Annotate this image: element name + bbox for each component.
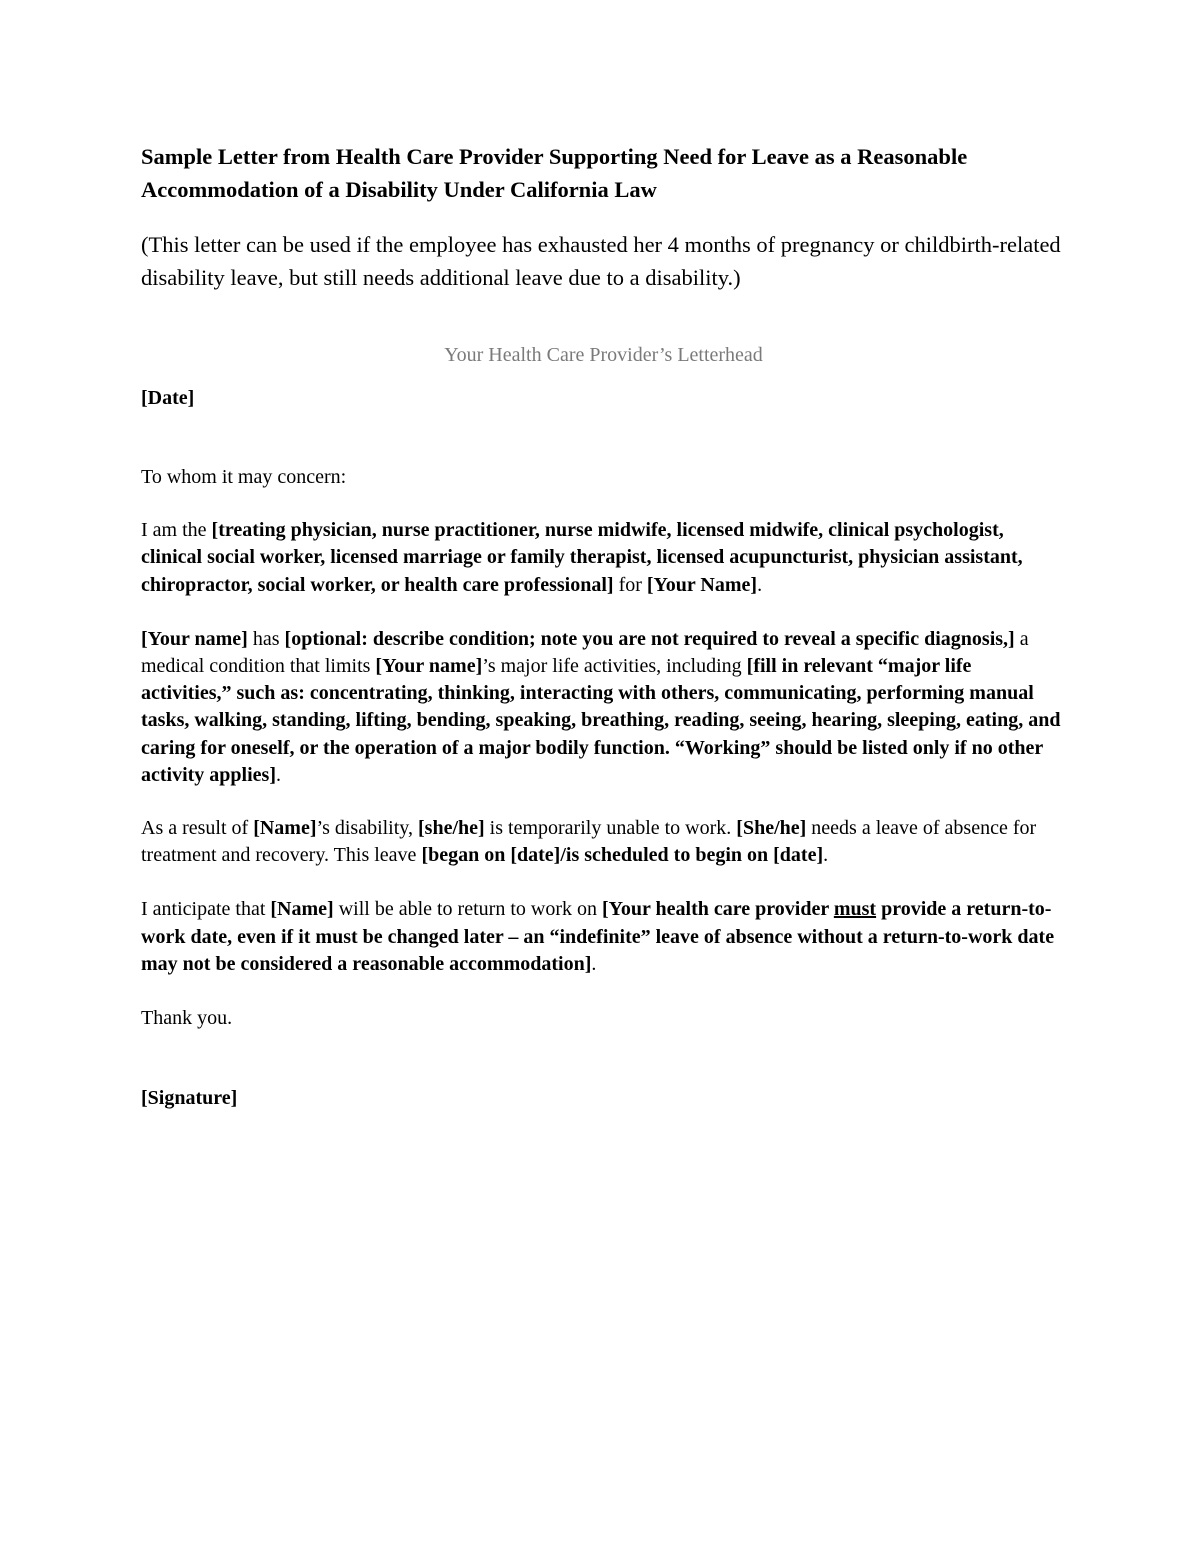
placeholder-pronoun: [she/he] xyxy=(418,817,485,840)
text-run: ’s major life activities, including xyxy=(482,655,747,678)
text-run: . xyxy=(757,573,763,596)
paragraph-provider-role xyxy=(141,517,1066,599)
placeholder-condition: [optional: describe condition; note you are not required to reveal a specific diagnosis,] xyxy=(284,627,1015,650)
text-run: ’s disability, xyxy=(316,817,418,840)
text-run: for xyxy=(613,573,647,596)
text-run: I anticipate that xyxy=(141,898,271,921)
usage-note: (This letter can be used if the employee has exhausted her 4 months of pregnancy or childbirth-related disability leave, but still needs additional leave due to a disability.) xyxy=(141,232,1061,290)
placeholder-leave-dates: [began on [date]/is scheduled to begin on [date] xyxy=(421,844,824,867)
document-title: Sample Letter from Health Care Provider Supporting Need for Leave as a Reasonable Accommodation of a Disability Under California Law xyxy=(141,144,968,202)
text-run: As a result of xyxy=(141,817,254,840)
paragraph-leave xyxy=(141,815,1066,869)
placeholder-name: [Name] xyxy=(270,898,334,921)
placeholder-pronoun: [She/he] xyxy=(736,817,807,840)
salutation: To whom it may concern: xyxy=(141,466,347,488)
text-run: I am the xyxy=(141,519,212,542)
text-run: has xyxy=(247,627,285,650)
paragraph-return-date xyxy=(141,896,1066,978)
placeholder-your-name: [Your Name] xyxy=(646,573,758,596)
text-run: . xyxy=(591,952,597,975)
emphasis-must: must xyxy=(833,898,877,921)
closing: Thank you. xyxy=(141,1007,233,1030)
placeholder-name: [Name] xyxy=(253,817,317,840)
signature-placeholder: [Signature] xyxy=(141,1087,238,1110)
date-placeholder: [Date] xyxy=(141,387,195,409)
text-run: is temporarily unable to work. xyxy=(484,817,737,840)
text-run: provide a return-to-work date, even if it must be changed later – an “indefinite” leave of absence without a return-to-work date may not be considered a reasonable accommodation] xyxy=(141,898,1055,975)
letter-page xyxy=(141,140,1066,1112)
paragraph-condition xyxy=(141,626,1066,789)
placeholder-life-activities: [fill in relevant “major life activities,” such as: concentrating, thinking, interacting with others, communicating, performing manual tasks, walking, standing, lifting, bending, speaking, breathing, reading, seeing, hearing, sleeping, eating, and caring for oneself, or the operation of a major bodily function. “Working” should be listed only if no other activity applies] xyxy=(141,655,1061,786)
text-run: needs a leave of absence for treatment and recovery. This leave xyxy=(141,817,1037,867)
text-run: . xyxy=(823,844,829,867)
placeholder-provider-type: [treating physician, nurse practitioner, nurse midwife, licensed midwife, clinical psychologist, clinical social worker, licensed marriage or family therapist, licensed acupuncturist, physician assistant, chiropractor, social worker, or health care professional] xyxy=(141,519,1023,596)
letterhead-placeholder: Your Health Care Provider’s Letterhead xyxy=(444,344,763,366)
placeholder-your-name: [Your name] xyxy=(141,627,248,650)
text-run: a medical condition that limits xyxy=(141,627,1029,678)
text-run: will be able to return to work on xyxy=(333,898,602,921)
text-run: [Your health care provider xyxy=(601,898,834,921)
text-run: . xyxy=(276,763,281,786)
placeholder-your-name: [Your name] xyxy=(375,655,483,678)
